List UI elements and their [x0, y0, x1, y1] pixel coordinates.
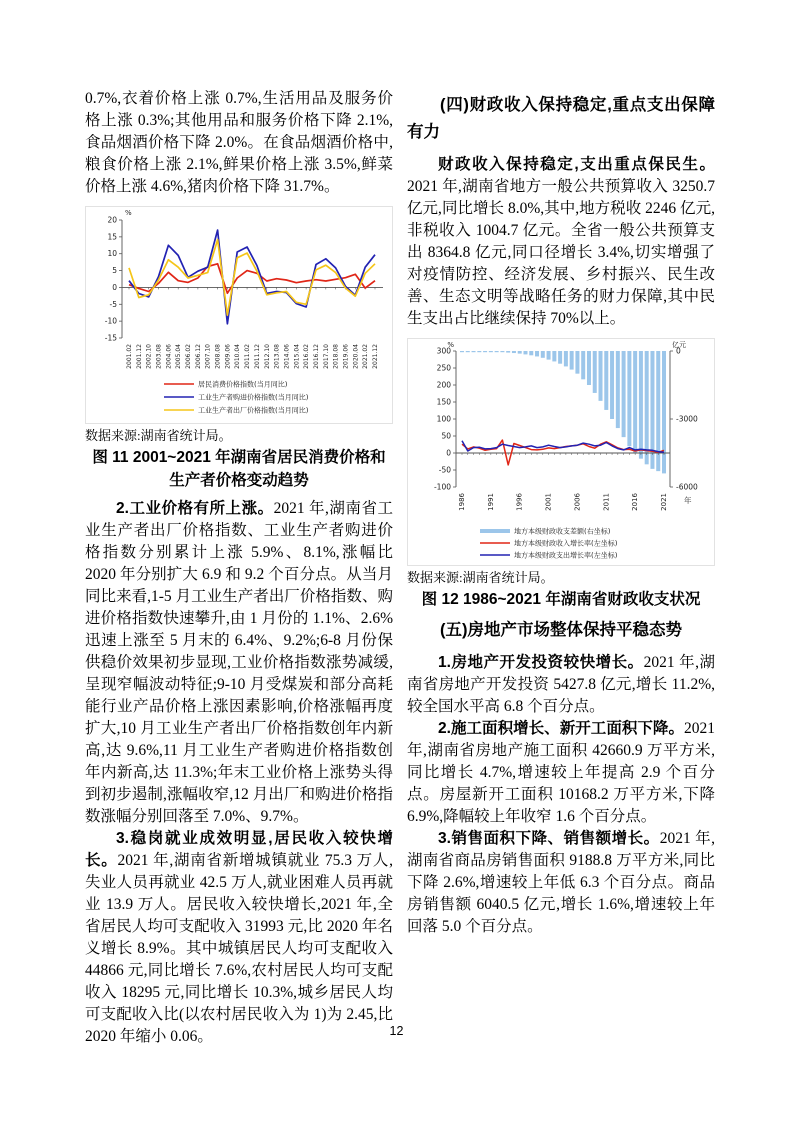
- x-tick-label: 2016: [631, 493, 640, 511]
- left-tick-label: 150: [436, 397, 451, 407]
- deficit-bar: [639, 351, 643, 459]
- deficit-bar: [599, 351, 603, 401]
- figure12: [407, 338, 715, 566]
- left-axis-unit: %: [447, 341, 454, 349]
- x-tick-label: 2002.10: [145, 344, 153, 369]
- deficit-bar: [523, 351, 527, 354]
- left-tick-label: -50: [438, 465, 451, 475]
- paragraph-text: 2021 年,湖南省房地产开发投资 5427.8 亿元,增长 11.2%,较全国水平高 6.8 个百分点。: [407, 654, 715, 715]
- x-tick-label: 2017.10: [322, 344, 330, 369]
- left-tick-label: 100: [436, 414, 451, 424]
- right-tick-label: -6000: [676, 482, 698, 492]
- x-tick-label: 2011.12: [253, 344, 261, 369]
- legend-label: 工业生产者出厂价格指数(当月同比): [198, 406, 309, 415]
- left-tick-label: 300: [436, 346, 451, 356]
- paragraph-lead: 1.房地产开发投资较快增长。: [438, 654, 644, 671]
- x-tick-label: 2006.02: [185, 344, 193, 369]
- x-tick-label: 2018.08: [332, 344, 340, 369]
- deficit-bar: [558, 351, 562, 364]
- deficit-bar: [581, 351, 585, 379]
- deficit-bar: [535, 351, 539, 356]
- figure12-caption: 图 12 1986~2021 年湖南省财政收支状况: [421, 591, 701, 608]
- figure11-source: 数据来源:湖南省统计局。: [85, 428, 232, 443]
- x-tick-label: 2021: [660, 493, 668, 511]
- x-tick-label: 2019.06: [342, 344, 350, 369]
- paragraph-text: 2021 年,湖南省商品房销售面积 9188.8 万平方米,同比下降 2.6%,增速较上年低 6.3 个百分点。商品房销售额 6040.5 亿元,增长 1.6%,增速较上年回落 5.0 个百分点。: [407, 830, 715, 935]
- left-tick-label: 50: [441, 431, 451, 441]
- deficit-bar: [500, 351, 504, 352]
- paragraph-sales: [407, 828, 715, 938]
- deficit-bar: [633, 351, 637, 453]
- paragraph-lead: 3.销售面积下降、销售额增长。: [438, 830, 660, 847]
- legend-label: 地方本级财政支出增长率(左坐标): [514, 551, 618, 560]
- paragraph-fiscal: [407, 154, 715, 330]
- x-tick-label: 2005.04: [175, 344, 183, 369]
- left-tick-label: 0: [446, 448, 451, 458]
- y-tick-label: 20: [107, 215, 117, 225]
- left-tick-label: 250: [436, 363, 451, 373]
- x-tick-label: 2007.10: [204, 344, 212, 369]
- x-tick-label: 2001.12: [135, 344, 143, 369]
- deficit-bar: [616, 351, 620, 428]
- x-tick-label: 2011: [602, 493, 611, 511]
- deficit-bar: [466, 351, 470, 352]
- y-tick-label: 10: [107, 249, 117, 259]
- deficit-bar: [489, 351, 493, 352]
- paragraph-text: 2021 年,湖南省地方一般公共预算收入 3250.7 亿元,同比增长 8.0%,其中,地方税收 2246 亿元,非税收入 1004.7 亿元。全省一般公共预算支出 8364.8 亿元,同口径增长 3.4%,切实增强了对疫情防控、经济发展、乡村振兴、民生改善、生态文明等战略任务的财力保障,其中民生支出占比继续保持 70%以上。: [407, 178, 715, 327]
- right-axis-unit: 亿元: [672, 341, 686, 349]
- deficit-bar: [529, 351, 533, 355]
- x-tick-label: 2011.02: [244, 344, 252, 369]
- left-column: [85, 88, 393, 1048]
- x-tick-label: 2009.06: [224, 344, 232, 369]
- y-tick-label: -10: [104, 316, 117, 326]
- deficit-bar: [570, 351, 574, 370]
- x-tick-label: 2004.06: [165, 344, 173, 369]
- deficit-bar: [512, 351, 516, 353]
- deficit-bar: [593, 351, 597, 393]
- x-tick-label: 2008.08: [214, 344, 222, 369]
- y-tick-label: -5: [109, 299, 117, 309]
- paragraph-text: 2021 年,湖南省房地产施工面积 42660.9 万平方米,同比增长 4.7%,增速较上年提高 2.9 个百分点。房屋新开工面积 10168.2 万平方米,下降 6.9%,降幅较上年收窄 1.6 个百分点。: [407, 720, 715, 825]
- y-tick-label: -15: [104, 333, 117, 343]
- x-tick-label: 2006: [573, 493, 582, 511]
- deficit-bar: [575, 351, 579, 374]
- x-tick-label: 2013.08: [273, 344, 281, 369]
- x-axis-unit: 年: [684, 496, 692, 505]
- figure11: [85, 206, 393, 424]
- right-tick-label: 0: [676, 346, 681, 356]
- paragraph-text: 2021 年,湖南省工业生产者出厂价格指数、工业生产者购进价格指数分别累计上涨 5.9%、8.1%,涨幅比 2020 年分别扩大 6.9 和 9.2 个百分点。从当月同比来看,1-5 月工业生产者出厂价格指数、购进价格指数快速攀升,由 1 月份的 1.1%、2.6%迅速上涨至 5 月末的 6.4%、9.2%;6-8 月份保供稳价效果初步显现,工业价格指数涨势减缓,呈现窄幅波动特征;9-10 月受煤炭和部分高耗能行业产品价格上涨因素影响,价格涨幅再度扩大,10 月工业生产者出厂价格指数创年内新高,达 9.6%,11 月工业生产者购进价格指数创年内新高,达 11.3%;年末工业价格上涨势头得到初步遏制,涨幅收窄,12 月出厂和购进价格指数涨幅分别回落至 7.0%、9.7%。: [85, 500, 393, 825]
- figure11-chart: [86, 207, 389, 423]
- deficit-bar: [604, 351, 608, 410]
- deficit-bar: [541, 351, 545, 358]
- paragraph-prices-intro: 0.7%,衣着价格上涨 0.7%,生活用品及服务价格上涨 0.3%;其他用品和服务价格下降 2.1%,食品烟酒价格下降 2.0%。在食品烟酒价格中,粮食价格上涨 2.1%,鲜果价格上涨 3.5%,鲜菜价格上涨 4.6%,猪肉价格下降 31.7%。: [85, 90, 393, 195]
- deficit-bar: [627, 351, 631, 446]
- x-tick-label: 2001: [544, 493, 553, 511]
- figure12-chart: [408, 339, 714, 565]
- paragraph-realestate-investment: [407, 652, 715, 718]
- section-heading-4: (四)财政收入保持稳定,重点支出保障有力: [407, 96, 715, 141]
- deficit-bar: [547, 351, 551, 360]
- series-line-0: [129, 264, 375, 293]
- x-tick-label: 2012.10: [263, 344, 271, 369]
- deficit-bar: [477, 351, 481, 352]
- page-number: 12: [389, 1024, 404, 1038]
- deficit-bar: [662, 351, 666, 473]
- x-tick-label: 1986: [458, 493, 466, 511]
- legend-label: 工业生产者购进价格指数(当月同比): [198, 393, 309, 402]
- x-tick-label: 2003.08: [155, 344, 163, 369]
- deficit-bar: [622, 351, 626, 437]
- y-axis-unit: %: [125, 209, 132, 217]
- deficit-bar: [552, 351, 556, 361]
- y-tick-label: 0: [112, 282, 117, 292]
- legend-label: 地方本级财政收支差额(右坐标): [514, 527, 611, 536]
- legend-label: 地方本级财政收入增长率(左坐标): [514, 539, 618, 548]
- deficit-bar: [587, 351, 591, 385]
- right-tick-label: -3000: [676, 414, 698, 424]
- x-tick-label: 2020.04: [352, 344, 360, 369]
- paragraph-industrial-prices: [85, 498, 393, 828]
- deficit-bar: [645, 351, 649, 464]
- paragraph-construction-area: [407, 718, 715, 828]
- x-tick-label: 2015.04: [293, 344, 301, 369]
- left-tick-label: -100: [433, 482, 451, 492]
- right-column: [407, 88, 715, 938]
- paragraph-lead: 2.工业价格有所上涨。: [116, 500, 274, 517]
- deficit-bar: [610, 351, 614, 419]
- x-tick-label: 2021.02: [362, 344, 370, 369]
- x-tick-label: 2001.02: [126, 344, 133, 369]
- legend-label: 居民消费价格指数(当月同比): [198, 380, 288, 389]
- x-tick-label: 2006.12: [194, 344, 202, 369]
- x-tick-label: 1996: [515, 493, 524, 511]
- paragraph-lead: 2.施工面积增长、新开工面积下降。: [438, 720, 684, 737]
- x-tick-label: 2016.12: [312, 344, 320, 369]
- paragraph-lead: 3.稳岗就业成效明显,居民收入较快增长。: [85, 830, 393, 869]
- paragraph-lead: 财政收入保持稳定,支出重点保民生。: [438, 156, 715, 173]
- deficit-bar: [495, 351, 499, 352]
- x-tick-label: 1991: [486, 493, 495, 511]
- y-tick-label: 5: [112, 266, 117, 276]
- paragraph-text: 2021 年,湖南省新增城镇就业 75.3 万人,失业人员再就业 42.5 万人,就业困难人员再就业 13.9 万人。居民收入较快增长,2021 年,全省居民人均可支配收入 31993 元,比 2020 年名义增长 8.9%。其中城镇居民人均可支配收入 44866 元,同比增长 7.6%,农村居民人均可支配收入 18295 元,同比增长 10.3%,城乡居民人均可支配收入比(以农村居民收入为 1)为 2.45,比 2020 年缩小 0.06。: [85, 852, 393, 1045]
- paragraph-employment-income: [85, 828, 393, 1048]
- deficit-bar: [483, 351, 487, 352]
- section-heading-5: (五)房地产市场整体保持平稳态势: [440, 621, 682, 639]
- deficit-bar: [564, 351, 568, 366]
- left-tick-label: 200: [436, 380, 451, 390]
- figure11-caption: 图 11 2001~2021 年湖南省居民消费价格和生产者价格变动趋势: [92, 449, 386, 489]
- y-tick-label: 15: [107, 232, 117, 242]
- x-tick-label: 2016.02: [303, 344, 311, 369]
- deficit-bar: [460, 351, 464, 352]
- deficit-bar: [472, 351, 476, 352]
- x-tick-label: 2014.06: [283, 344, 291, 369]
- figure12-source: 数据来源:湖南省统计局。: [407, 570, 554, 585]
- deficit-bar: [506, 351, 510, 353]
- x-tick-label: 2021.12: [372, 344, 379, 369]
- deficit-bar: [518, 351, 522, 354]
- x-tick-label: 2010.04: [234, 344, 242, 369]
